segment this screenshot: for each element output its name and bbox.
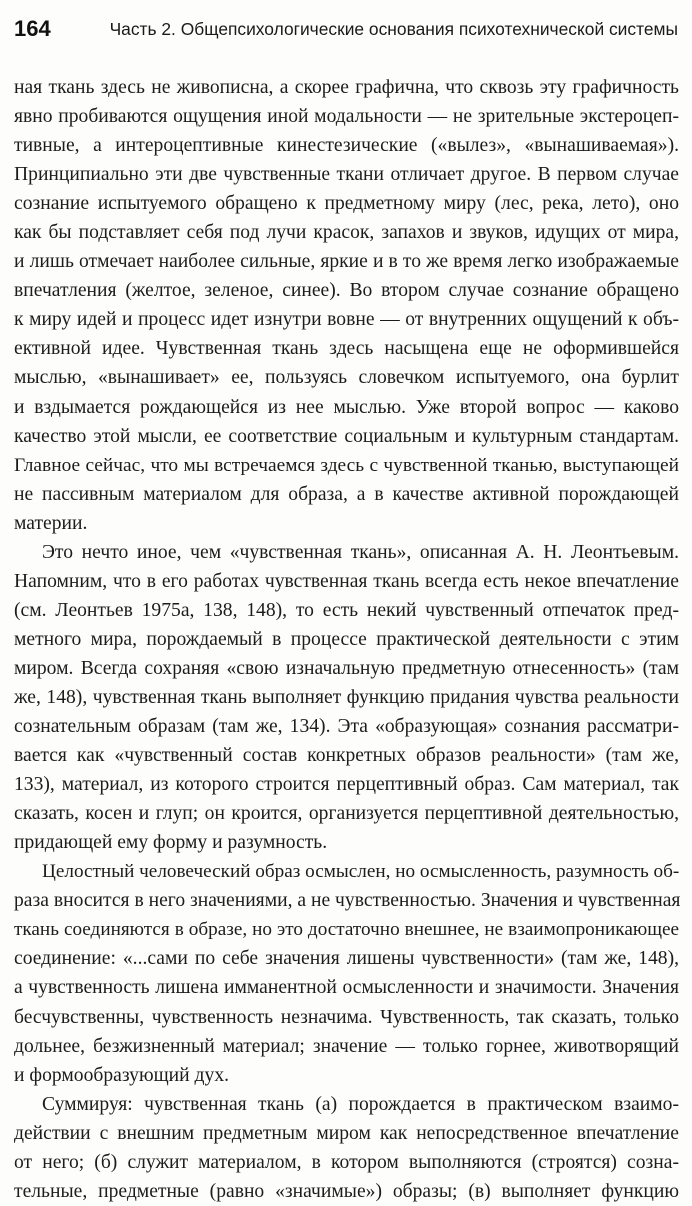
text-line: и формообразующий дух. bbox=[14, 1064, 230, 1086]
text-line: бесчувственны, чувственность незначима. Чувственность, так сказать, только bbox=[14, 1006, 679, 1028]
text-line: ткань соединяются в образе, но это достаточно внешнее, не взаимопроникающее bbox=[14, 919, 679, 941]
text-line: качество этой мысли, ее соответствие социальным и культурным стандартам. bbox=[14, 425, 679, 447]
text-line: Целостный человеческий образ осмыслен, но осмысленность, разумность об- bbox=[42, 861, 680, 883]
text-line: действии с внешним предметным миром как непосредственное впечатление bbox=[14, 1122, 679, 1144]
text-line: придающей ему форму и разумность. bbox=[14, 832, 328, 854]
text-line: к миру идей и процесс идет изнутри вовне — от внутренних ощущений к объ- bbox=[14, 309, 679, 331]
text-line: сказать, косен и глуп; он кроится, организуется перцептивной деятельностью, bbox=[14, 803, 679, 825]
text-line: Принципиально эти две чувственные ткани отличает другое. В первом случае bbox=[14, 164, 679, 186]
text-line: же, 148), чувственная ткань выполняет функцию придания чувства реальности bbox=[14, 686, 679, 708]
text-line: ная ткань здесь не живописна, а скорее графична, что сквозь эту графичность bbox=[14, 77, 679, 98]
text-line: и лишь отмечает наиболее сильные, яркие и в то же время легко изображаемые bbox=[14, 251, 679, 273]
text-line: метного мира, порождаемый в процессе практической деятельности с этим bbox=[14, 628, 679, 650]
page-header bbox=[14, 14, 678, 44]
text-line: тивные, а интероцептивные кинестезические («вылез», «вынашиваемая»). bbox=[14, 135, 679, 157]
text-line: (см. Леонтьев 1975а, 138, 148), то есть некий чувственный отпечаток пред- bbox=[14, 599, 679, 621]
text-line: сознательным образам (там же, 134). Эта «образующая» сознания рассматри- bbox=[14, 716, 679, 738]
text-line: сознание испытуемого обращено к предметному миру (лес, река, лето), оно bbox=[14, 193, 679, 215]
page-number: 164 bbox=[14, 16, 51, 41]
text-line: а чувственность лишена имманентной осмысленности и значимости. Значения bbox=[14, 977, 679, 999]
text-line: явно пробиваются ощущения иной модальности — не зрительные экстероцеп- bbox=[14, 106, 679, 128]
text-line: материи. bbox=[14, 512, 88, 534]
text-line: и вздымается рождающейся из нее мыслью. Уже второй вопрос — каково bbox=[14, 396, 679, 418]
text-line: дольнее, безжизненный материал; значение — только горнее, животворящий bbox=[14, 1035, 679, 1057]
text-line: от него; (б) служит материалом, в котором выполняются (строятся) созна- bbox=[14, 1151, 679, 1173]
text-line: Суммируя: чувственная ткань (а) порождается в практическом взаимо- bbox=[42, 1093, 679, 1115]
body-text bbox=[14, 73, 679, 1206]
text-line: мыслью, «вынашивает» ее, пользуясь словечком испытуемого, она бурлит bbox=[14, 367, 679, 389]
text-line: как бы подставляет себя под лучи красок, запахов и звуков, идущих от мира, bbox=[14, 222, 679, 244]
text-line: Это нечто иное, чем «чувственная ткань», описанная А. Н. Леонтьевым. bbox=[42, 541, 679, 563]
text-line: миром. Всегда сохраняя «свою изначальную предметную отнесенность» (там bbox=[14, 657, 679, 679]
text-line: вается как «чувственный состав конкретных образов реальности» (там же, bbox=[14, 745, 679, 767]
text-line: раза вносится в него значениями, а не чувственностью. Значения и чувственная bbox=[14, 890, 681, 912]
text-line: Главное сейчас, что мы встречаемся здесь с чувственной тканью, выступающей bbox=[14, 454, 679, 476]
running-head: Часть 2. Общепсихологические основания психотехнической системы bbox=[109, 19, 678, 39]
text-line: ективной идее. Чувственная ткань здесь насыщена еще не оформившейся bbox=[14, 338, 679, 360]
text-line: Напомним, что в его работах чувственная ткань всегда есть некое впечатление bbox=[14, 570, 679, 592]
text-line: тельные, предметные (равно «значимые») образы; (в) выполняет функцию bbox=[14, 1180, 679, 1202]
text-line: 133), материал, из которого строится перцептивный образ. Сам материал, так bbox=[14, 774, 679, 796]
text-line: не пассивным материалом для образа, а в качестве активной порождающей bbox=[14, 483, 679, 505]
text-line: впечатления (желтое, зеленое, синее). Во втором случае сознание обращено bbox=[14, 280, 679, 302]
text-line: соединение: «...сами по себе значения лишены чувственности» (там же, 148), bbox=[14, 948, 679, 970]
